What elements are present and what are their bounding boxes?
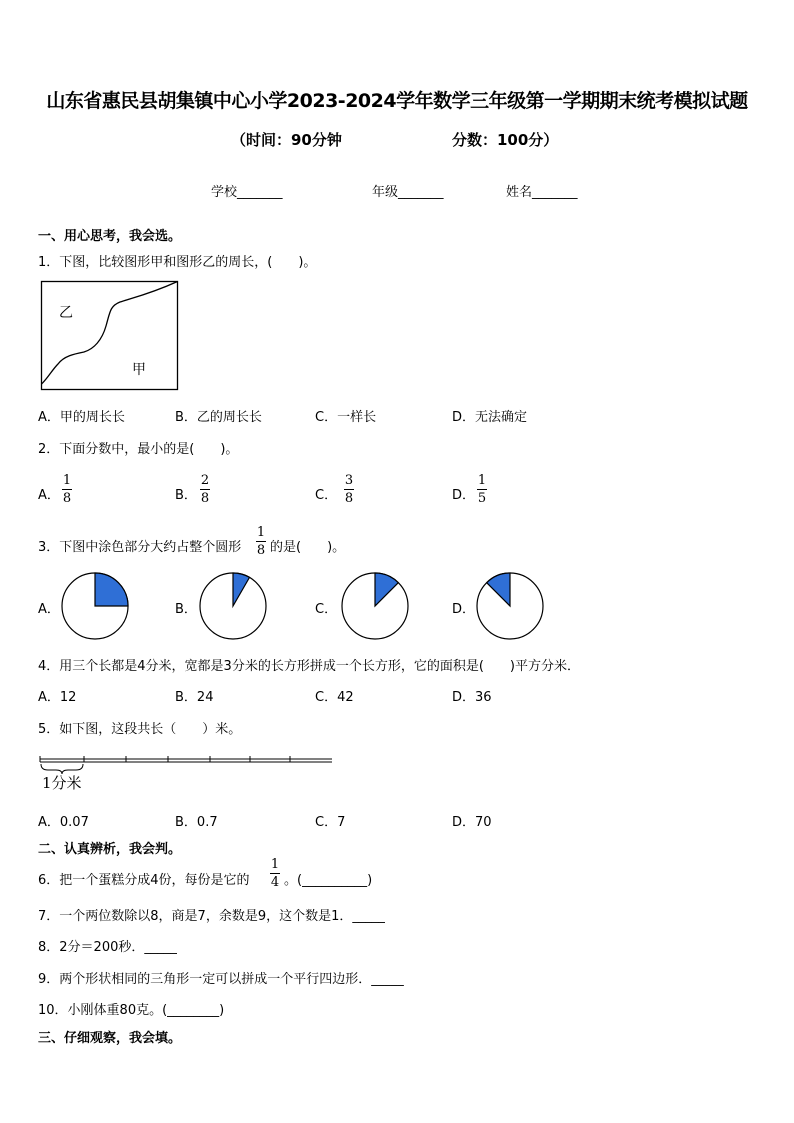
fraction-denominator: 8 (344, 491, 354, 506)
q5-option-d[interactable]: D．70 (452, 815, 492, 830)
q3-option-d[interactable]: D． (452, 602, 476, 617)
school-field: 学校_______ (211, 185, 283, 200)
q9-text[interactable]: 9．两个形状相同的三角形一定可以拼成一个平行四边形．_____ (38, 972, 404, 987)
grade-field: 年级_______ (372, 185, 444, 200)
exam-score: 分数：100分） (452, 131, 559, 149)
q2-option-c-fraction (344, 473, 354, 506)
q4-option-c[interactable]: C．42 (315, 690, 354, 705)
fraction-denominator: 8 (62, 491, 72, 506)
section-2-heading: 二、认真辨析，我会判。 (38, 842, 182, 857)
q10-text[interactable]: 10．小刚体重80克。(________) (38, 1003, 225, 1018)
q1-rectangle (42, 282, 178, 390)
q2-option-b-fraction (200, 473, 210, 506)
fraction-denominator: 5 (477, 491, 487, 506)
q6-fraction (270, 857, 280, 890)
exam-time: （时间：90分钟 (231, 131, 342, 149)
q5-segment-figure (38, 752, 338, 776)
q6-text-after[interactable]: 。(__________) (284, 873, 373, 888)
name-field: 姓名_______ (506, 185, 578, 200)
q5-text: 5．如下图，这段共长（ ）米。 (38, 722, 242, 737)
fraction-denominator: 8 (256, 543, 266, 558)
q3-circle-b (199, 572, 269, 642)
q3-option-c[interactable]: C． (315, 602, 338, 617)
q5-option-a[interactable]: A．0.07 (38, 815, 89, 830)
q4-text: 4．用三个长都是4分米，宽都是3分米的长方形拼成一个长方形，它的面积是( )平方分米． (38, 659, 580, 674)
fraction-numerator: 2 (200, 473, 210, 488)
q5-option-c[interactable]: C．7 (315, 815, 346, 830)
fraction-numerator: 1 (62, 473, 72, 488)
fraction-denominator: 4 (270, 875, 280, 890)
q3-shaded-sector-a (95, 573, 128, 606)
q2-text: 2．下面分数中，最小的是( )。 (38, 442, 239, 457)
q6-text-before: 6．把一个蛋糕分成4份，每份是它的 (38, 873, 250, 888)
q3-text-before: 3．下图中涂色部分大约占整个圆形 (38, 540, 242, 555)
q7-text[interactable]: 7．一个两位数除以8，商是7，余数是9，这个数是1．_____ (38, 909, 385, 924)
fraction-numerator: 1 (477, 473, 487, 488)
q1-label-jia: 甲 (132, 362, 146, 378)
q2-option-d[interactable]: D． (452, 488, 476, 503)
q4-option-d[interactable]: D．36 (452, 690, 492, 705)
q2-option-b[interactable]: B． (175, 488, 197, 503)
q1-figure (40, 280, 180, 392)
q2-option-c[interactable]: C． (315, 488, 338, 503)
q1-dividing-curve (42, 282, 178, 385)
section-3-heading: 三、仔细观察，我会填。 (38, 1031, 182, 1046)
q3-circle-a (61, 572, 131, 642)
q2-option-a-fraction (62, 473, 72, 506)
q3-circle-d (476, 572, 546, 642)
q5-unit-label: 1分米 (42, 774, 82, 792)
q5-option-b[interactable]: B．0.7 (175, 815, 218, 830)
q1-option-a[interactable]: A．甲的周长长 (38, 410, 125, 425)
q3-text-after: 的是( )。 (270, 540, 346, 555)
q1-label-yi: 乙 (59, 305, 73, 321)
q3-fraction (256, 525, 266, 558)
q1-text: 1．下图，比较图形甲和图形乙的周长，( )。 (38, 255, 317, 270)
q1-option-d[interactable]: D．无法确定 (452, 410, 528, 425)
page-title: 山东省惠民县胡集镇中心小学2023-2024学年数学三年级第一学期期末统考模拟试题 (46, 90, 748, 112)
section-1-heading: 一、用心思考，我会选。 (38, 229, 182, 244)
fraction-numerator: 1 (270, 857, 280, 872)
q1-option-b[interactable]: B．乙的周长长 (175, 410, 262, 425)
fraction-denominator: 8 (200, 491, 210, 506)
q1-option-c[interactable]: C．一样长 (315, 410, 377, 425)
fraction-numerator: 1 (256, 525, 266, 540)
q4-option-b[interactable]: B．24 (175, 690, 214, 705)
q3-option-b[interactable]: B． (175, 602, 197, 617)
q2-option-a[interactable]: A． (38, 488, 60, 503)
q3-option-a[interactable]: A． (38, 602, 60, 617)
q8-text[interactable]: 8．2分＝200秒．_____ (38, 940, 177, 955)
fraction-numerator: 3 (344, 473, 354, 488)
q2-option-d-fraction (477, 473, 487, 506)
q4-option-a[interactable]: A．12 (38, 690, 77, 705)
q3-circle-c (341, 572, 411, 642)
